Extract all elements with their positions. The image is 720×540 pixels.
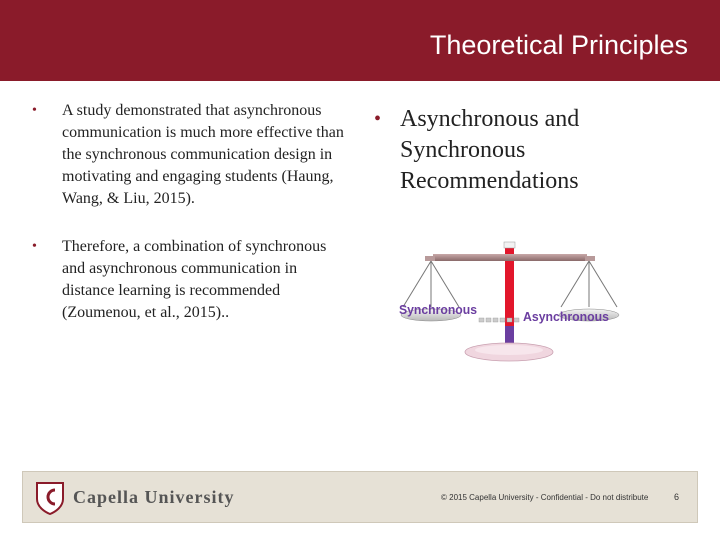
left-bullet-list xyxy=(30,100,350,350)
bullet-text: Asynchronous and Synchronous Recommendations xyxy=(400,106,580,194)
scale-pole-cap xyxy=(504,242,515,248)
bullet-item xyxy=(370,104,690,197)
bullet-text: A study demonstrated that asynchronous communication is much more effective than the synchronous communication design in motivating and engaging students (Haung, Wang, & Liu, 2015). xyxy=(62,102,344,207)
bullet-text: Therefore, a combination of synchronous and asynchronous communication in distance learning is recommended (Zoumenou, et al., 2015).. xyxy=(62,238,327,321)
capella-shield-icon xyxy=(35,481,65,515)
right-pan-label: Asynchronous xyxy=(523,309,609,324)
bullet-item xyxy=(30,236,350,324)
header-bar xyxy=(0,0,720,80)
scale-beam xyxy=(433,254,587,261)
bullet-item xyxy=(30,100,350,210)
balance-scale-illustration xyxy=(395,240,625,375)
copyright-notice: © 2015 Capella University - Confidential - Do not distribute xyxy=(441,493,649,502)
university-logo-text: Capella University xyxy=(73,487,235,507)
bullet-marker: • xyxy=(32,239,37,254)
bullet-marker: • xyxy=(374,108,382,130)
bullet-marker: • xyxy=(32,103,37,118)
right-bullet-block xyxy=(370,104,690,197)
slide-title: Theoretical Principles xyxy=(429,30,688,60)
page-number: 6 xyxy=(673,492,679,502)
footer-bar xyxy=(22,471,698,523)
header-divider xyxy=(0,78,720,81)
left-pan-label: Synchronous xyxy=(399,302,477,317)
